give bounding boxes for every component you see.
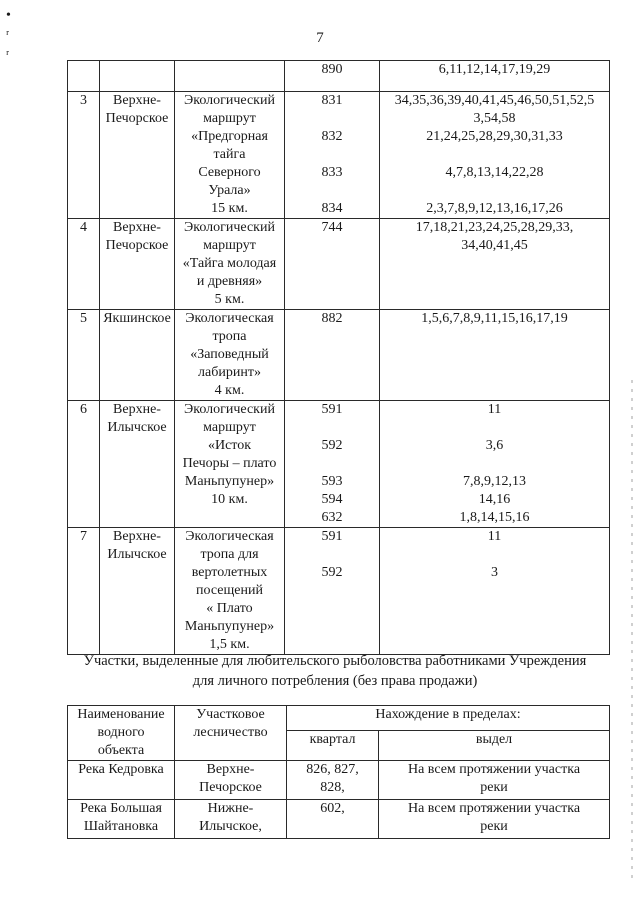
cell-quarters (285, 219, 380, 310)
cell-number (68, 61, 100, 92)
forestry-line: Печорское (105, 238, 169, 253)
cell-quarters (285, 92, 380, 219)
quarter-value: 591 (321, 402, 343, 417)
route-line: и древняя» (196, 274, 263, 289)
cell-forestry (100, 61, 175, 92)
plots-value: 34,40,41,45 (461, 238, 528, 253)
header-water-body (68, 706, 175, 761)
route-line: Маньпупунер» (184, 619, 275, 634)
cell-route (175, 401, 285, 528)
cell-number (68, 219, 100, 310)
cell-number (68, 92, 100, 219)
header-line: Участковое (196, 707, 265, 722)
header-line: Наименование (77, 707, 165, 722)
cell-route (175, 310, 285, 401)
row-number: 6 (80, 402, 87, 417)
fishing-section-caption (60, 651, 610, 691)
cell-quarters (285, 310, 380, 401)
quarter-line: 826, 827, (306, 762, 359, 777)
table-row (68, 761, 610, 800)
forestry-line: Илычское (107, 547, 167, 562)
route-line: Экологический (184, 93, 275, 108)
margin-mark: • (6, 8, 11, 23)
plots-value: 6,11,12,14,17,19,29 (438, 62, 551, 77)
header-line: лесничество (193, 725, 268, 740)
cell-plots (380, 219, 610, 310)
forestry-line: Печорское (105, 111, 169, 126)
quarter-value: 591 (321, 529, 343, 544)
route-line: тропа (212, 329, 247, 344)
route-line: 4 км. (214, 383, 245, 398)
plots-value: 11 (487, 529, 502, 544)
cell-quarters (285, 61, 380, 92)
route-line: тайга (213, 147, 246, 162)
route-line: 10 км. (211, 492, 248, 507)
route-line: маршрут (203, 420, 256, 435)
quarter-value: 890 (321, 62, 343, 77)
route-line: «Предгорная (191, 129, 268, 144)
plot-line: реки (480, 819, 508, 834)
route-line: Экологическая (185, 529, 274, 544)
route-line: маршрут (203, 111, 256, 126)
cell-route (175, 92, 285, 219)
plots-value: 17,18,21,23,24,25,28,29,33, (415, 220, 574, 235)
header-line: водного (97, 725, 145, 740)
cell-number (68, 401, 100, 528)
route-line: 5 км. (214, 292, 245, 307)
forestry-line: Верхне- (113, 93, 161, 108)
quarter-value: 744 (321, 220, 343, 235)
table-row (68, 800, 610, 839)
quarter-value: 832 (321, 129, 343, 144)
forestry-line: Верхне- (113, 402, 161, 417)
plots-value: 2,3,7,8,9,12,13,16,17,26 (426, 201, 563, 216)
quarter-value: 831 (321, 93, 343, 108)
plot-line: реки (480, 780, 508, 795)
cell-quarter (287, 800, 379, 839)
row-number: 3 (80, 93, 87, 108)
row-number: 7 (80, 529, 87, 544)
caption-line: для личного потребления (без права продажи) (192, 673, 478, 689)
forestry-line: Верхне- (206, 762, 255, 777)
table-row (68, 528, 610, 655)
routes-table (67, 60, 610, 655)
forestry-line: Печорское (199, 780, 262, 795)
route-line: Печоры – плато (182, 456, 277, 471)
route-line: посещений (196, 583, 263, 598)
cell-quarters (285, 528, 380, 655)
quarter-value: 592 (321, 438, 343, 453)
route-line: 15 км. (211, 201, 248, 216)
route-line: вертолетных (191, 565, 268, 580)
plot-line: На всем протяжении участка (407, 762, 581, 777)
cell-forestry (100, 92, 175, 219)
cell-plots (380, 61, 610, 92)
cell-quarter (287, 761, 379, 800)
cell-route (175, 61, 285, 92)
plots-value: 34,35,36,39,40,41,45,46,50,51,52,5 (394, 93, 595, 108)
header-forestry (175, 706, 287, 761)
route-line: Экологическая (185, 311, 274, 326)
cell-forestry (100, 528, 175, 655)
cell-water-body (68, 800, 175, 839)
forestry-line: Илычское, (199, 819, 262, 834)
quarter-value: 592 (321, 565, 343, 580)
water-body-line: Шайтановка (83, 819, 159, 834)
header-plot: выдел (379, 731, 610, 761)
cell-number (68, 528, 100, 655)
forestry-line: Верхне- (113, 529, 161, 544)
plots-value: 3,54,58 (473, 111, 516, 126)
scan-edge-artifact (631, 380, 633, 880)
margin-mark: ʳ (6, 48, 10, 63)
cell-forestry (175, 761, 287, 800)
quarter-value: 882 (321, 311, 343, 326)
plot-line: На всем протяжении участка (407, 801, 581, 816)
cell-number (68, 310, 100, 401)
forestry-line: Илычское (107, 420, 167, 435)
route-line: «Исток (207, 438, 252, 453)
cell-forestry (100, 401, 175, 528)
forestry-line: Якшинское (103, 311, 171, 326)
cell-forestry (100, 219, 175, 310)
plots-value: 4,7,8,13,14,22,28 (445, 165, 544, 180)
cell-plots (380, 310, 610, 401)
cell-plot (379, 761, 610, 800)
quarter-value: 632 (321, 510, 343, 525)
cell-plots (380, 528, 610, 655)
route-line: « Плато (206, 601, 253, 616)
row-number: 4 (80, 220, 87, 235)
cell-route (175, 219, 285, 310)
route-line: Урала» (208, 183, 251, 198)
plots-value: 1,8,14,15,16 (459, 510, 530, 525)
cell-plot (379, 800, 610, 839)
fishing-areas-table (67, 705, 610, 839)
route-line: тропа для (200, 547, 259, 562)
forestry-line: Нижне- (207, 801, 254, 816)
margin-mark: ʳ (6, 28, 10, 43)
route-line: Маньпупунер» (184, 474, 275, 489)
water-body-line: Река Кедровка (78, 762, 164, 777)
plots-value: 21,24,25,28,29,30,31,33 (426, 129, 563, 144)
plots-value: 1,5,6,7,8,9,11,15,16,17,19 (421, 311, 568, 326)
cell-route (175, 528, 285, 655)
table-row (68, 310, 610, 401)
route-line: «Тайга молодая (182, 256, 277, 271)
plots-value: 14,16 (478, 492, 511, 507)
quarter-value: 833 (321, 165, 343, 180)
cell-forestry (175, 800, 287, 839)
cell-forestry (100, 310, 175, 401)
cell-quarters (285, 401, 380, 528)
plots-value: 3,6 (485, 438, 504, 453)
page-number: 7 (316, 30, 324, 46)
table-row (68, 61, 610, 92)
quarter-line: 828, (320, 780, 345, 795)
row-number: 5 (80, 311, 87, 326)
route-line: лабиринт» (198, 365, 261, 380)
route-line: 1,5 км. (209, 637, 250, 652)
route-line: маршрут (203, 238, 256, 253)
forestry-line: Верхне- (113, 220, 161, 235)
water-body-line: Река Большая (80, 801, 162, 816)
caption-line: Участки, выделенные для любительского рыболовства работниками Учреждения (83, 653, 587, 669)
quarter-value: 834 (321, 201, 343, 216)
plots-value: 7,8,9,12,13 (463, 474, 526, 489)
route-line: Северного (198, 165, 261, 180)
table-row (68, 401, 610, 528)
header-location: Нахождение в пределах: (287, 706, 610, 731)
cell-water-body (68, 761, 175, 800)
quarter-value: 594 (321, 492, 343, 507)
table-row (68, 219, 610, 310)
table-row (68, 92, 610, 219)
cell-plots (380, 92, 610, 219)
header-line: объекта (97, 743, 145, 758)
plots-value: 3 (491, 565, 498, 580)
route-line: Экологический (184, 220, 275, 235)
plots-value: 11 (487, 402, 502, 417)
cell-plots (380, 401, 610, 528)
quarter-line: 602, (320, 801, 345, 816)
route-line: Экологический (184, 402, 275, 417)
quarter-value: 593 (321, 474, 343, 489)
header-quarter: квартал (287, 731, 379, 761)
route-line: «Заповедный (190, 347, 269, 362)
